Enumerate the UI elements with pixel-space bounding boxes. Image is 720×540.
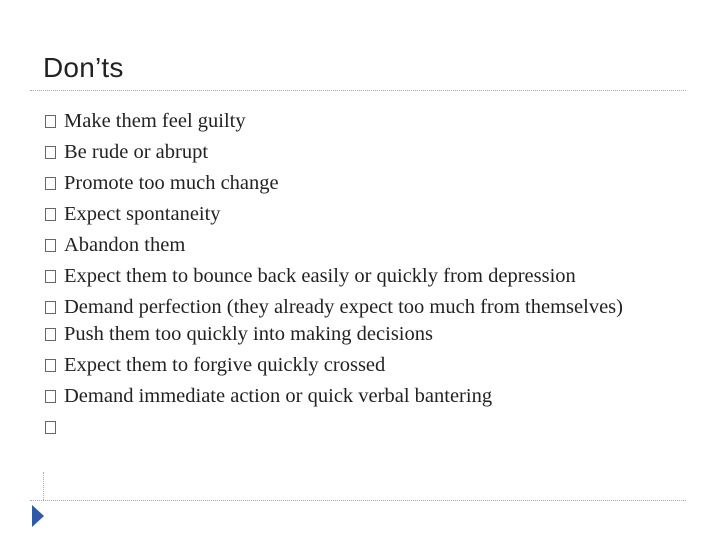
square-bullet-icon [45, 301, 56, 314]
footer-divider [30, 500, 686, 501]
bullet-text: Push them too quickly into making decisions [64, 323, 433, 345]
bullet-item [45, 323, 685, 345]
square-bullet-icon [45, 146, 56, 159]
square-bullet-icon [45, 359, 56, 372]
bullet-text: Expect them to forgive quickly crossed [64, 354, 386, 376]
square-bullet-icon [45, 390, 56, 403]
bullet-text: Abandon them [64, 234, 186, 256]
title-divider [30, 90, 686, 91]
bullet-item [45, 110, 685, 132]
bullet-text: Demand immediate action or quick verbal bantering [64, 385, 493, 407]
bullet-text: Expect them to bounce back easily or quickly from depression [64, 265, 576, 287]
square-bullet-icon [45, 177, 56, 190]
bullet-text: Promote too much change [64, 172, 279, 194]
bullet-text: Demand perfection (they already expect too much from themselves) [64, 296, 623, 318]
bullet-text: Expect spontaneity [64, 203, 221, 225]
play-arrow-icon [32, 505, 44, 527]
bullet-list [45, 110, 685, 416]
square-bullet-icon [45, 239, 56, 252]
square-bullet-icon [45, 208, 56, 221]
bullet-item [45, 141, 685, 163]
bullet-item [45, 296, 685, 318]
bullet-item [45, 265, 685, 287]
bullet-item [45, 234, 685, 256]
square-bullet-icon [45, 421, 56, 434]
square-bullet-icon [45, 328, 56, 341]
bullet-item [45, 385, 685, 407]
bullet-text: Be rude or abrupt [64, 141, 209, 163]
square-bullet-icon [45, 115, 56, 128]
square-bullet-icon [45, 270, 56, 283]
bullet-item [45, 172, 685, 194]
footer-vertical-divider [43, 472, 44, 500]
bullet-text: Make them feel guilty [64, 110, 246, 132]
bullet-item [45, 203, 685, 225]
slide-title: Don’ts [43, 52, 124, 83]
bullet-item [45, 354, 685, 376]
